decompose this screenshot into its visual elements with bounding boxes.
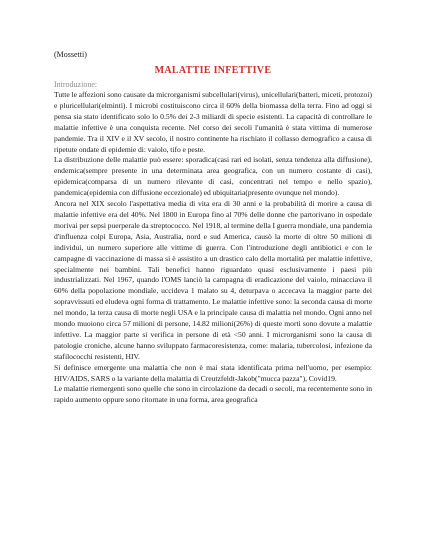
page-title: MALATTIE INFETTIVE bbox=[154, 65, 272, 76]
paragraph-emergenti: Si definisce emergente una malattia che non è mai stata identificata prima nell'uomo, per esempio: HIV/AIDS, SARS o la variante della malattia di Creutzfeldt-Jakob("mucca pazza"), Covid19. bbox=[54, 362, 372, 383]
paragraph-microrganismi: Tutte le affezioni sono causate da microrganismi subcellulari(virus), unicellulari(batteri, miceti, protozoi) e pluricellulari(elminti). I microbi costituiscono circa il 60% della biomassa della terra. Fino ad oggi si pensa sia stato identificato solo lo 0.5% dei 2-3 miliardi di specie esistenti. La capacità di controllare le malattie infettive è una conquista recente. Nel corso dei secoli l'umanità è stata vittima di numerose pandemie. Tra il XIV e il XV secolo, il nostro continente ha rischiato il collasso demografico a causa di ripetute ondate di epidemie di: vaiolo, tifo e peste. bbox=[54, 90, 372, 154]
paragraph-storia: Ancora nel XIX secolo l'aspettativa media di vita era di 30 anni e la probabilità di morire a causa di malattie infettive era del 40%. Nel 1800 in Europa fino al 70% delle donne che partorivano in ospedale morivai per sepsi puerperale da streptococco. Nel 1918, al termine della I guerra mondiale, una pandemia d'influenza colpì Europa, Asia, Australia, nord e sud America, causò la morte di oltre 50 milioni di individui, un numero superiore alle vittime di guerra. Con l'introduzione degli antibiotici e con le campagne di vaccinazione di massa si è assistito a un drastico calo della mortalità per malattie infettive, specialmente nei bambini. Tali benefici hanno riguardato quasi esclusivamente i paesi più industrializzati. Nel 1967, quando l'OMS lanciò la campagna di eradicazione del vaiolo, minacciava il 60% della popolazione mondiale, uccideva 1 malato su 4, deturpava o accecava la maggior parte dei sopravvissuti ed eludeva ogni forma di trattamento. Le malattie infettive sono: la seconda causa di morte nel mondo, la terza causa di morte negli USA e la principale causa di malattia nel mondo. Ogni anno nel mondo muoiono circa 57 milioni di persone, 14.82 milioni(26%) di queste morti sono dovute a malattie infettive. La maggior parte si verifica in persone di età <50 anni. I microrganismi sono la causa di patologie croniche, alcune hanno sviluppato farmacoresistenza, come: malaria, tubercolosi, infezione da stafilococchi resistenti, HIV. bbox=[54, 199, 372, 361]
section-heading-introduction: Introduzione: bbox=[54, 80, 98, 89]
paragraph-riemergenti: Le malattie riemergenti sono quelle che sono in circolazione da decadi o secoli, ma recentemente sono in rapido aumento oppure sono ritornate in una forma, area geografica bbox=[54, 384, 372, 405]
author-note: (Mossetti) bbox=[54, 50, 87, 59]
body-text bbox=[54, 90, 372, 406]
paragraph-distribuzione: La distribuzione delle malattie può essere: sporadica(casi rari ed isolati, senza tendenza alla diffusione), endemica(sempre presente in una determinata area geografica, con un numero costante di casi), epidemica(comparsa di un numero rilevante di casi, concentrati nel tempo e nello spazio), pandemica(epidemia con diffusione eccezionale) ed ubiquitaria(presente ovunque nel mondo). bbox=[54, 155, 372, 198]
